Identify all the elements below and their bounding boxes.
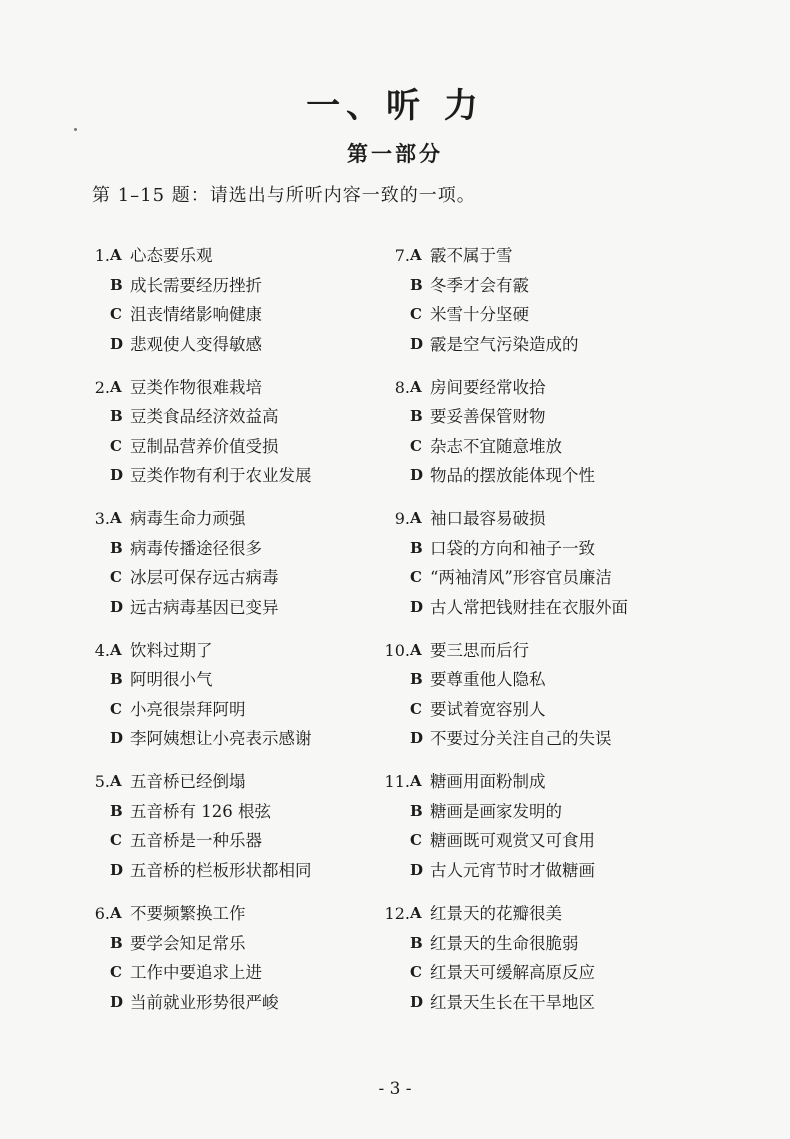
question-number: 4.: [94, 640, 110, 660]
option-text: 霰是空气污染造成的: [430, 334, 579, 354]
option-letter: B: [410, 933, 423, 952]
option-line: [70, 504, 400, 534]
question-12: [370, 899, 700, 1017]
question-3: [70, 504, 400, 622]
option-line: [70, 432, 400, 462]
option-line: [70, 271, 400, 301]
option-letter: A: [410, 509, 422, 528]
option-letter: C: [110, 699, 122, 718]
option-letter: C: [410, 963, 422, 981]
instructions: 第 1–15 题：请选出与所听内容一致的一项。: [92, 185, 476, 206]
option-text: 豆类食品经济效益高: [130, 407, 279, 427]
option-text: 远古病毒基因已变异: [130, 597, 279, 617]
option-letter: C: [110, 436, 122, 455]
option-line: [370, 534, 700, 564]
option-line: [370, 797, 700, 827]
scan-speck: [74, 128, 77, 131]
option-text: 不要过分关注自己的失误: [430, 729, 612, 749]
option-text: 米雪十分坚硬: [430, 305, 529, 324]
option-line: [70, 826, 400, 856]
option-text: 五音桥已经倒塌: [130, 772, 246, 792]
option-line: [370, 402, 700, 432]
option-line: [70, 461, 400, 491]
option-line: [370, 958, 700, 988]
option-letter: C: [110, 305, 122, 323]
option-line: [370, 929, 700, 959]
option-letter: C: [410, 831, 422, 850]
option-text: 糖画是画家发明的: [430, 801, 562, 821]
option-line: [70, 300, 400, 330]
option-line: [370, 373, 700, 403]
option-line: [370, 695, 700, 725]
option-line: [370, 767, 700, 797]
option-text: 冬季才会有霰: [430, 275, 529, 295]
option-letter: A: [110, 509, 122, 528]
option-text: 豆类作物有利于农业发展: [130, 466, 312, 486]
option-letter: B: [410, 538, 423, 557]
option-letter: C: [410, 568, 422, 587]
question-number: 6.: [94, 904, 110, 923]
question-number: 12.: [384, 904, 410, 923]
question-number: 11.: [384, 772, 410, 792]
option-letter: B: [110, 538, 123, 557]
option-letter: D: [110, 597, 124, 616]
option-line: [370, 724, 700, 754]
option-line: [70, 534, 400, 564]
page-number: - 3 -: [378, 1079, 412, 1099]
page-title: 一、听 力: [306, 86, 484, 126]
option-letter: B: [410, 670, 423, 689]
question-7: [370, 241, 700, 359]
option-line: [370, 665, 700, 695]
question-9: [370, 504, 700, 622]
option-letter: B: [110, 670, 123, 689]
option-line: [70, 593, 400, 623]
option-line: [70, 724, 400, 754]
option-letter: D: [410, 334, 424, 353]
question-number: 10.: [384, 640, 410, 660]
option-line: [70, 929, 400, 959]
option-letter: D: [110, 334, 124, 353]
option-letter: B: [110, 801, 123, 820]
option-line: [370, 330, 700, 360]
option-letter: A: [410, 772, 422, 791]
option-text: 房间要经常收拾: [430, 377, 546, 397]
option-text: 糖画用面粉制成: [430, 772, 546, 792]
question-number: 2.: [94, 377, 110, 397]
option-text: 五音桥的栏板形状都相同: [130, 860, 312, 880]
option-line: [70, 330, 400, 360]
option-text: 要试着宽容别人: [430, 699, 546, 719]
option-text: 不要频繁换工作: [130, 904, 246, 923]
option-letter: D: [110, 860, 124, 879]
question-11: [370, 767, 700, 885]
option-letter: D: [410, 466, 424, 485]
option-letter: D: [110, 466, 124, 485]
option-letter: A: [410, 904, 422, 922]
option-letter: D: [410, 992, 424, 1011]
option-text: 红景天生长在干旱地区: [430, 992, 595, 1012]
option-letter: A: [410, 640, 422, 659]
option-letter: B: [110, 407, 123, 426]
option-text: 要尊重他人隐私: [430, 670, 546, 690]
option-letter: C: [410, 699, 422, 718]
question-number: 3.: [94, 509, 110, 529]
option-letter: A: [110, 772, 122, 791]
option-text: 红景天可缓解高原反应: [430, 963, 595, 982]
option-line: [370, 593, 700, 623]
option-text: 红景天的生命很脆弱: [430, 933, 579, 953]
question-number: 8.: [394, 377, 410, 397]
option-line: [70, 665, 400, 695]
option-text: 古人元宵节时才做糖画: [430, 860, 595, 880]
option-letter: D: [410, 729, 424, 748]
question-10: [370, 636, 700, 754]
option-text: 霰不属于雪: [430, 246, 513, 265]
option-text: 豆制品营养价值受损: [130, 436, 279, 456]
option-text: 冰层可保存远古病毒: [130, 568, 279, 588]
option-line: [70, 695, 400, 725]
option-text: 五音桥有 126 根弦: [130, 801, 271, 821]
option-letter: D: [410, 860, 424, 879]
option-letter: A: [110, 904, 122, 922]
question-number: 9.: [394, 509, 410, 529]
option-letter: B: [410, 275, 423, 294]
question-1: [70, 241, 400, 359]
option-line: [70, 563, 400, 593]
option-line: [370, 636, 700, 666]
option-text: 要学会知足常乐: [130, 933, 246, 953]
question-6: [70, 899, 400, 1017]
option-line: [370, 300, 700, 330]
option-letter: B: [410, 407, 423, 426]
option-text: 病毒生命力顽强: [130, 509, 246, 529]
option-text: 沮丧情绪影响健康: [130, 305, 262, 324]
option-text: 古人常把钱财挂在衣服外面: [430, 597, 628, 617]
option-line: [370, 504, 700, 534]
option-letter: A: [410, 377, 422, 396]
option-text: 红景天的花瓣很美: [430, 904, 562, 923]
option-letter: D: [110, 729, 124, 748]
option-text: 糖画既可观赏又可食用: [430, 831, 595, 851]
option-line: [370, 432, 700, 462]
option-text: 豆类作物很难栽培: [130, 377, 262, 397]
option-line: [370, 241, 700, 271]
option-text: 小亮很崇拜阿明: [130, 699, 246, 719]
option-text: 口袋的方向和袖子一致: [430, 538, 595, 558]
option-letter: D: [410, 597, 424, 616]
question-number: 5.: [94, 772, 110, 792]
option-text: 成长需要经历挫折: [130, 275, 262, 295]
option-letter: D: [110, 992, 124, 1011]
option-line: [70, 373, 400, 403]
option-letter: B: [110, 275, 123, 294]
option-line: [70, 797, 400, 827]
option-text: 物品的摆放能体现个性: [430, 466, 595, 486]
option-text: 悲观使人变得敏感: [130, 334, 262, 354]
option-line: [370, 826, 700, 856]
option-line: [70, 899, 400, 929]
option-letter: B: [110, 933, 123, 952]
option-letter: C: [110, 568, 122, 587]
question-5: [70, 767, 400, 885]
option-text: 李阿姨想让小亮表示感谢: [130, 729, 312, 749]
option-text: 要妥善保管财物: [430, 407, 546, 427]
question-number: 7.: [394, 246, 410, 265]
option-letter: C: [110, 831, 122, 850]
option-line: [370, 461, 700, 491]
option-line: [70, 988, 400, 1018]
option-letter: C: [410, 436, 422, 455]
option-line: [370, 563, 700, 593]
section-title: 第一部分: [347, 141, 443, 166]
option-line: [370, 856, 700, 886]
option-line: [70, 402, 400, 432]
option-letter: C: [110, 963, 122, 981]
option-text: 病毒传播途径很多: [130, 538, 262, 558]
question-4: [70, 636, 400, 754]
option-text: 五音桥是一种乐器: [130, 831, 262, 851]
option-letter: B: [410, 801, 423, 820]
option-line: [70, 241, 400, 271]
option-line: [70, 636, 400, 666]
option-text: 饮料过期了: [130, 640, 213, 660]
option-letter: A: [110, 377, 122, 396]
option-text: 工作中要追求上进: [130, 963, 262, 982]
option-line: [370, 271, 700, 301]
option-text: 当前就业形势很严峻: [130, 992, 279, 1012]
option-line: [70, 856, 400, 886]
option-text: 袖口最容易破损: [430, 509, 546, 529]
option-letter: A: [410, 246, 422, 264]
option-letter: A: [110, 246, 122, 264]
option-text: “两袖清风”形容官员廉洁: [430, 568, 612, 588]
option-letter: C: [410, 305, 422, 323]
option-line: [370, 899, 700, 929]
option-line: [70, 958, 400, 988]
option-line: [370, 988, 700, 1018]
question-8: [370, 373, 700, 491]
option-line: [70, 767, 400, 797]
option-text: 阿明很小气: [130, 670, 213, 690]
question-number: 1.: [94, 246, 110, 265]
option-text: 心态要乐观: [130, 246, 213, 265]
option-text: 杂志不宜随意堆放: [430, 436, 562, 456]
option-text: 要三思而后行: [430, 640, 529, 660]
option-letter: A: [110, 640, 122, 659]
question-2: [70, 373, 400, 491]
